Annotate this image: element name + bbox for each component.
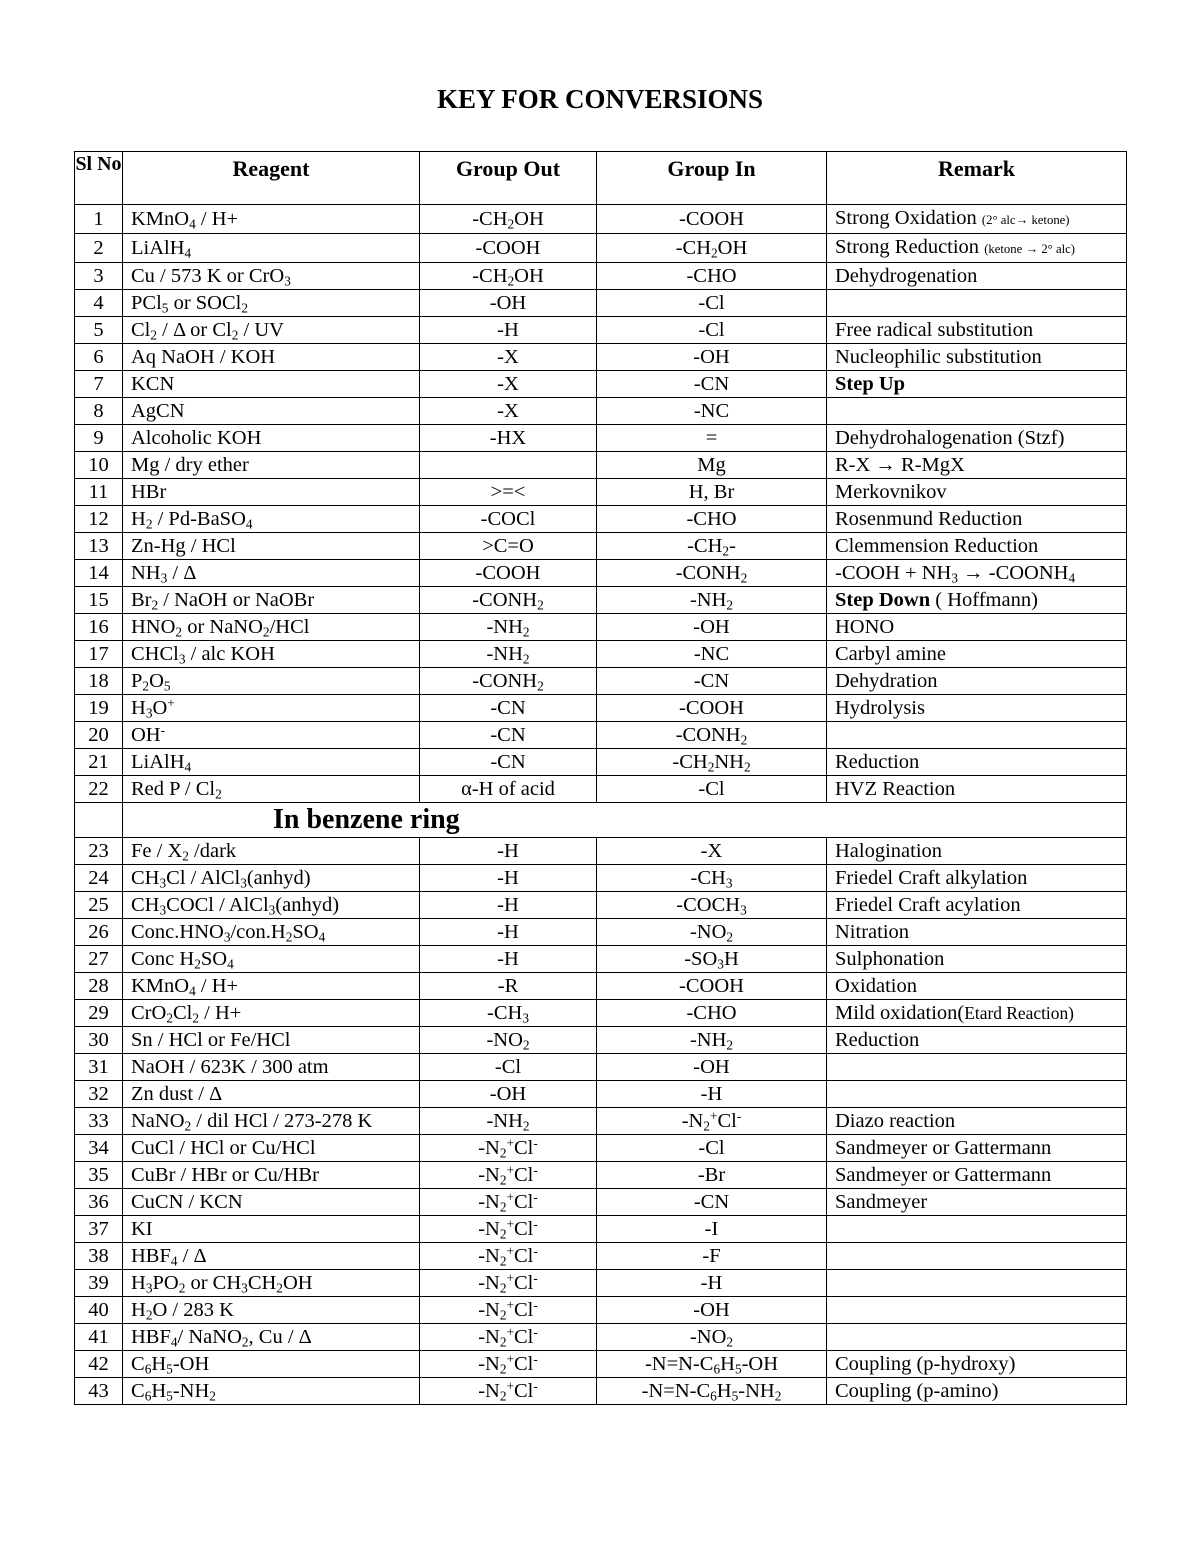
row-number: 21 (75, 749, 123, 776)
table-row (75, 234, 1127, 263)
group-in-cell: $-NO_2$ (597, 1324, 827, 1351)
row-number: 40 (75, 1297, 123, 1324)
row-number: 28 (75, 973, 123, 1000)
table-row (75, 506, 1127, 533)
row-number: 9 (75, 425, 123, 452)
row-number: 15 (75, 587, 123, 614)
reagent-cell: KCN (123, 371, 420, 398)
remark-cell: Reduction (827, 1027, 1127, 1054)
group-in-cell: -NC (597, 398, 827, 425)
reagent-cell: KI (123, 1216, 420, 1243)
group-in-cell: -COOH (597, 973, 827, 1000)
remark-cell: Strong Oxidation (2° alc→ ketone) (827, 205, 1127, 234)
group-out-cell: $-CH_2OH$ (420, 263, 597, 290)
group-out-cell: -R (420, 973, 597, 1000)
group-out-cell: $-NO_2$ (420, 1027, 597, 1054)
table-body-part2 (75, 838, 1127, 1405)
group-out-cell: -H (420, 946, 597, 973)
remark-cell: Free radical substitution (827, 317, 1127, 344)
reagent-cell: $H_2O / 283$ K (123, 1297, 420, 1324)
group-in-cell: -NC (597, 641, 827, 668)
reagent-cell: Conc $H_2SO_4$ (123, 946, 420, 973)
row-number: 5 (75, 317, 123, 344)
row-number: 34 (75, 1135, 123, 1162)
remark-cell (827, 1297, 1127, 1324)
group-out-cell (420, 452, 597, 479)
remark-cell (827, 398, 1127, 425)
remark-cell (827, 1081, 1127, 1108)
reagent-cell: $Cl_2$ / Δ or $Cl_2$ / UV (123, 317, 420, 344)
reagent-cell: KMnO$_4$ / H+ (123, 973, 420, 1000)
header-group-in: Group In (597, 152, 827, 205)
remark-cell: Sandmeyer (827, 1189, 1127, 1216)
table-row (75, 1027, 1127, 1054)
group-out-cell: $-N_2^+Cl^-$ (420, 1378, 597, 1405)
group-out-cell: $-NH_2$ (420, 641, 597, 668)
group-in-cell: -OH (597, 1054, 827, 1081)
reagent-cell: $HBF_4/$ NaNO$_2$, Cu / Δ (123, 1324, 420, 1351)
row-number: 19 (75, 695, 123, 722)
remark-cell (827, 1054, 1127, 1081)
group-out-cell: -X (420, 344, 597, 371)
remark-cell: Friedel Craft acylation (827, 892, 1127, 919)
reagent-cell: PCl$_5$ or SOCl$_2$ (123, 290, 420, 317)
group-in-cell: -Br (597, 1162, 827, 1189)
row-number: 31 (75, 1054, 123, 1081)
remark-cell (827, 722, 1127, 749)
row-number: 3 (75, 263, 123, 290)
group-out-cell: -CN (420, 695, 597, 722)
table-row (75, 587, 1127, 614)
row-number: 14 (75, 560, 123, 587)
row-number: 16 (75, 614, 123, 641)
section-title: In benzene ring (123, 803, 1127, 838)
reagent-cell: LiAlH$_4$ (123, 234, 420, 263)
table-body-part1 (75, 205, 1127, 803)
remark-cell: Dehydrogenation (827, 263, 1127, 290)
section-row (75, 803, 1127, 838)
row-number: 29 (75, 1000, 123, 1027)
reagent-cell: Red P / $Cl_2$ (123, 776, 420, 803)
table-row (75, 1189, 1127, 1216)
remark-cell (827, 1324, 1127, 1351)
group-out-cell: -H (420, 919, 597, 946)
group-out-cell: $-N_2^+Cl^-$ (420, 1162, 597, 1189)
group-out-cell: $-N_2^+Cl^-$ (420, 1243, 597, 1270)
group-out-cell: $-CH_3$ (420, 1000, 597, 1027)
table-row (75, 722, 1127, 749)
table-row (75, 1081, 1127, 1108)
reagent-cell: $CH_3Cl$ / AlCl$_3$(anhyd) (123, 865, 420, 892)
remark-cell: Halogination (827, 838, 1127, 865)
reagent-cell: KMnO$_4$ / H+ (123, 205, 420, 234)
table-row (75, 1108, 1127, 1135)
row-number: 17 (75, 641, 123, 668)
group-out-cell: $-CH_2OH$ (420, 205, 597, 234)
group-in-cell: $-N=N-C_6H_5-NH_2$ (597, 1378, 827, 1405)
group-out-cell: α-H of acid (420, 776, 597, 803)
table-row (75, 398, 1127, 425)
reagent-cell: $CrO_2Cl_2 / H+$ (123, 1000, 420, 1027)
reagent-cell: $NH_3$ / Δ (123, 560, 420, 587)
document-title: KEY FOR CONVERSIONS (436, 84, 764, 114)
reagent-cell: OH- (123, 722, 420, 749)
row-number: 23 (75, 838, 123, 865)
reagent-cell: $C_6H_5-OH$ (123, 1351, 420, 1378)
group-in-cell: Mg (597, 452, 827, 479)
row-number: 37 (75, 1216, 123, 1243)
group-in-cell: $-N=N-C_6H_5-OH$ (597, 1351, 827, 1378)
table-row (75, 1162, 1127, 1189)
row-number: 41 (75, 1324, 123, 1351)
group-out-cell: $-N_2^+Cl^-$ (420, 1297, 597, 1324)
reagent-cell: CuBr / HBr or Cu/HBr (123, 1162, 420, 1189)
row-number: 33 (75, 1108, 123, 1135)
remark-cell: Coupling (p-amino) (827, 1378, 1127, 1405)
remark-cell: Mild oxidation(Etard Reaction) (827, 1000, 1127, 1027)
group-in-cell: -X (597, 838, 827, 865)
group-out-cell: -H (420, 838, 597, 865)
remark-cell (827, 1216, 1127, 1243)
table-row (75, 1324, 1127, 1351)
row-number: 8 (75, 398, 123, 425)
table-row (75, 776, 1127, 803)
group-in-cell: $-NH_2$ (597, 1027, 827, 1054)
group-out-cell: $-N_2^+Cl^-$ (420, 1189, 597, 1216)
remark-cell: Oxidation (827, 973, 1127, 1000)
row-number: 32 (75, 1081, 123, 1108)
reagent-cell: Zn-Hg / HCl (123, 533, 420, 560)
table-row (75, 317, 1127, 344)
reagent-cell: Fe / $X_2$ /dark (123, 838, 420, 865)
remark-cell: Dehydration (827, 668, 1127, 695)
reagent-cell: Sn / HCl or Fe/HCl (123, 1027, 420, 1054)
header-sl-no: Sl No (75, 152, 123, 205)
group-in-cell: -CHO (597, 263, 827, 290)
group-in-cell: $-CH_2NH_2$ (597, 749, 827, 776)
reagent-cell: $H_3O^+$ (123, 695, 420, 722)
group-in-cell: $-NO_2$ (597, 919, 827, 946)
remark-cell: Sandmeyer or Gattermann (827, 1162, 1127, 1189)
group-out-cell: -H (420, 865, 597, 892)
table-row (75, 1351, 1127, 1378)
group-in-cell: $-N_2^+Cl^-$ (597, 1108, 827, 1135)
group-out-cell: -H (420, 317, 597, 344)
row-number: 10 (75, 452, 123, 479)
row-number: 20 (75, 722, 123, 749)
reagent-cell: CuCN / KCN (123, 1189, 420, 1216)
group-in-cell: -CHO (597, 506, 827, 533)
group-in-cell: $-COCH_3$ (597, 892, 827, 919)
group-out-cell: -COOH (420, 560, 597, 587)
row-number: 7 (75, 371, 123, 398)
remark-cell (827, 1270, 1127, 1297)
section-empty-cell (75, 803, 123, 838)
remark-cell: Coupling (p-hydroxy) (827, 1351, 1127, 1378)
group-out-cell: $-NH_2$ (420, 1108, 597, 1135)
table-row (75, 1135, 1127, 1162)
table-row (75, 865, 1127, 892)
group-out-cell: $-CONH_2$ (420, 668, 597, 695)
row-number: 38 (75, 1243, 123, 1270)
table-row (75, 892, 1127, 919)
header-row (75, 152, 1127, 205)
reagent-cell: Cu / 573 K or CrO$_3$ (123, 263, 420, 290)
table-row (75, 344, 1127, 371)
group-out-cell: $-CONH_2$ (420, 587, 597, 614)
reagent-cell: NaNO$_2$ / dil HCl / 273-278 K (123, 1108, 420, 1135)
remark-cell: Merkovnikov (827, 479, 1127, 506)
group-out-cell: -CN (420, 722, 597, 749)
reagent-cell: Aq NaOH / KOH (123, 344, 420, 371)
table-row (75, 973, 1127, 1000)
table-row (75, 205, 1127, 234)
reagent-cell: $H_2$ / Pd-BaSO$_4$ (123, 506, 420, 533)
group-out-cell: -COOH (420, 234, 597, 263)
row-number: 43 (75, 1378, 123, 1405)
group-in-cell: -OH (597, 344, 827, 371)
group-out-cell: $-N_2^+Cl^-$ (420, 1270, 597, 1297)
table-row (75, 919, 1127, 946)
row-number: 24 (75, 865, 123, 892)
group-out-cell: $-N_2^+Cl^-$ (420, 1324, 597, 1351)
table-row (75, 1297, 1127, 1324)
table-row (75, 1054, 1127, 1081)
section-row-group (75, 803, 1127, 838)
group-in-cell: -OH (597, 1297, 827, 1324)
table-row (75, 479, 1127, 506)
group-in-cell: -CN (597, 371, 827, 398)
group-in-cell: $-NH_2$ (597, 587, 827, 614)
remark-cell: Strong Reduction (ketone → 2° alc) (827, 234, 1127, 263)
group-out-cell: $-N_2^+Cl^-$ (420, 1216, 597, 1243)
row-number: 25 (75, 892, 123, 919)
row-number: 35 (75, 1162, 123, 1189)
group-out-cell: -COCl (420, 506, 597, 533)
group-out-cell: -OH (420, 290, 597, 317)
remark-cell: Step Down ( Hoffmann) (827, 587, 1127, 614)
table-row (75, 533, 1127, 560)
group-in-cell: = (597, 425, 827, 452)
reagent-cell: CHCl$_3$ / alc KOH (123, 641, 420, 668)
reagent-cell: LiAlH$_4$ (123, 749, 420, 776)
table-row (75, 1378, 1127, 1405)
remark-cell: R-X → R-MgX (827, 452, 1127, 479)
reagent-cell: $C_6H_5-NH_2$ (123, 1378, 420, 1405)
remark-cell: Carbyl amine (827, 641, 1127, 668)
remark-cell: HVZ Reaction (827, 776, 1127, 803)
reagent-cell: CuCl / HCl or Cu/HCl (123, 1135, 420, 1162)
table-row (75, 371, 1127, 398)
table-row (75, 749, 1127, 776)
reagent-cell: $Conc.HNO_3/con.H_2SO_4$ (123, 919, 420, 946)
conversions-table (74, 151, 1127, 1405)
group-out-cell: -HX (420, 425, 597, 452)
row-number: 11 (75, 479, 123, 506)
group-in-cell: $-CONH_2$ (597, 560, 827, 587)
header-reagent: Reagent (123, 152, 420, 205)
table-row (75, 614, 1127, 641)
row-number: 42 (75, 1351, 123, 1378)
group-out-cell: -OH (420, 1081, 597, 1108)
row-number: 4 (75, 290, 123, 317)
group-out-cell: -X (420, 398, 597, 425)
group-in-cell: -H (597, 1270, 827, 1297)
remark-cell: Rosenmund Reduction (827, 506, 1127, 533)
row-number: 13 (75, 533, 123, 560)
table-row (75, 263, 1127, 290)
group-in-cell: -I (597, 1216, 827, 1243)
row-number: 12 (75, 506, 123, 533)
group-in-cell: -COOH (597, 695, 827, 722)
group-in-cell: -CHO (597, 1000, 827, 1027)
table-row (75, 695, 1127, 722)
group-out-cell: -Cl (420, 1054, 597, 1081)
table-row (75, 560, 1127, 587)
table-row (75, 452, 1127, 479)
table-row (75, 668, 1127, 695)
group-in-cell: -CN (597, 668, 827, 695)
group-in-cell: $-CH_2-$ (597, 533, 827, 560)
remark-cell: Reduction (827, 749, 1127, 776)
row-number: 26 (75, 919, 123, 946)
table-row (75, 1270, 1127, 1297)
remark-cell: Nitration (827, 919, 1127, 946)
remark-cell: Clemmension Reduction (827, 533, 1127, 560)
row-number: 18 (75, 668, 123, 695)
row-number: 30 (75, 1027, 123, 1054)
header-remark: Remark (827, 152, 1127, 205)
row-number: 2 (75, 234, 123, 263)
group-out-cell: $-NH_2$ (420, 614, 597, 641)
group-in-cell: -Cl (597, 317, 827, 344)
table-row (75, 1243, 1127, 1270)
remark-cell: -COOH + $NH_3$ → $-COONH_4$ (827, 560, 1127, 587)
table-row (75, 946, 1127, 973)
remark-cell: Friedel Craft alkylation (827, 865, 1127, 892)
row-number: 36 (75, 1189, 123, 1216)
remark-cell: Dehydrohalogenation (Stzf) (827, 425, 1127, 452)
reagent-cell: Zn dust / Δ (123, 1081, 420, 1108)
group-out-cell: -X (420, 371, 597, 398)
reagent-cell: AgCN (123, 398, 420, 425)
table-row (75, 838, 1127, 865)
reagent-cell: $Br_2$ / NaOH or NaOBr (123, 587, 420, 614)
group-out-cell: -CN (420, 749, 597, 776)
remark-cell: Step Up (827, 371, 1127, 398)
table-row (75, 425, 1127, 452)
group-in-cell: $-CONH_2$ (597, 722, 827, 749)
group-in-cell: -Cl (597, 290, 827, 317)
group-out-cell: $-N_2^+Cl^-$ (420, 1135, 597, 1162)
reagent-cell: NaOH / 623K / 300 atm (123, 1054, 420, 1081)
remark-cell (827, 1243, 1127, 1270)
group-in-cell: -F (597, 1243, 827, 1270)
group-in-cell: -CN (597, 1189, 827, 1216)
table-row (75, 641, 1127, 668)
remark-cell: Sulphonation (827, 946, 1127, 973)
table-row (75, 290, 1127, 317)
row-number: 39 (75, 1270, 123, 1297)
remark-cell: Nucleophilic substitution (827, 344, 1127, 371)
remark-cell: Diazo reaction (827, 1108, 1127, 1135)
reagent-cell: HBr (123, 479, 420, 506)
group-in-cell: -COOH (597, 205, 827, 234)
group-in-cell: -Cl (597, 776, 827, 803)
table-row (75, 1216, 1127, 1243)
row-number: 27 (75, 946, 123, 973)
reagent-cell: $HNO_2$ or NaNO$_2$/HCl (123, 614, 420, 641)
table-row (75, 1000, 1127, 1027)
row-number: 6 (75, 344, 123, 371)
reagent-cell: Alcoholic KOH (123, 425, 420, 452)
header-group-out: Group Out (420, 152, 597, 205)
group-in-cell: -H (597, 1081, 827, 1108)
reagent-cell: Mg / dry ether (123, 452, 420, 479)
group-out-cell: >=< (420, 479, 597, 506)
group-in-cell: -Cl (597, 1135, 827, 1162)
row-number: 22 (75, 776, 123, 803)
group-in-cell: -OH (597, 614, 827, 641)
remark-cell: Sandmeyer or Gattermann (827, 1135, 1127, 1162)
group-in-cell: $-CH_3$ (597, 865, 827, 892)
group-in-cell: $-SO_3H$ (597, 946, 827, 973)
remark-cell: Hydrolysis (827, 695, 1127, 722)
group-in-cell: $-CH_2OH$ (597, 234, 827, 263)
group-in-cell: H, Br (597, 479, 827, 506)
row-number: 1 (75, 205, 123, 234)
group-out-cell: >C=O (420, 533, 597, 560)
remark-cell (827, 290, 1127, 317)
group-out-cell: $-N_2^+Cl^-$ (420, 1351, 597, 1378)
reagent-cell: $CH_3COCl$ / AlCl$_3$(anhyd) (123, 892, 420, 919)
reagent-cell: $H_3PO_2$ or $CH_3CH_2OH$ (123, 1270, 420, 1297)
group-out-cell: -H (420, 892, 597, 919)
reagent-cell: $P_2O_5$ (123, 668, 420, 695)
remark-cell: HONO (827, 614, 1127, 641)
reagent-cell: $HBF_4$ / Δ (123, 1243, 420, 1270)
